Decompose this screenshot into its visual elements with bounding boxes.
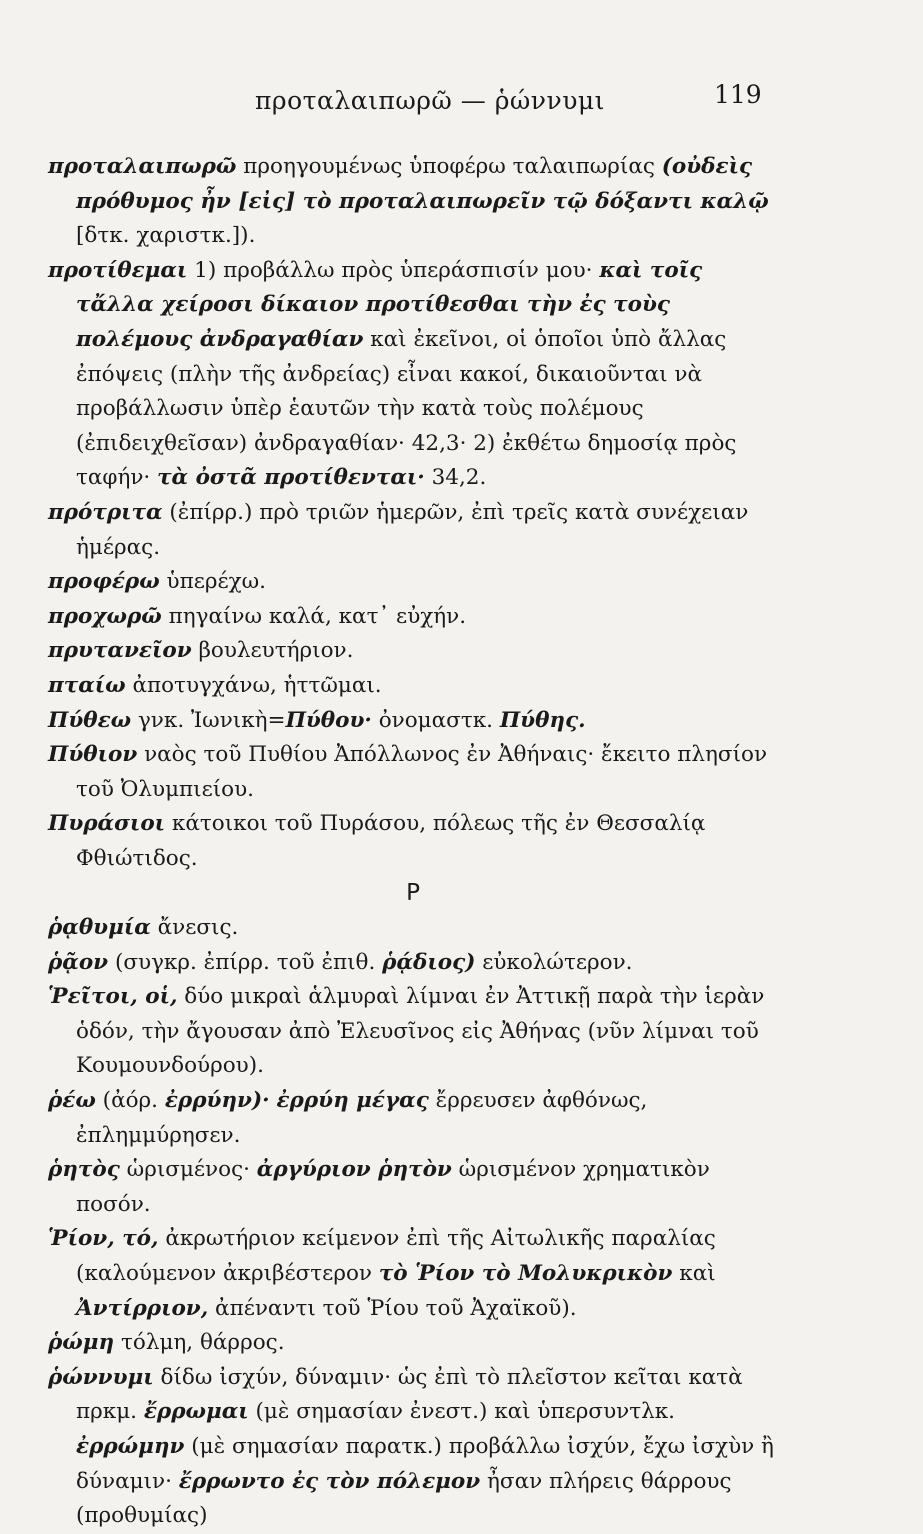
entry-headword: ῥᾳθυμία [48,915,151,941]
entry-definition: βουλευτήριον. [191,638,354,664]
entry-quote: (οὐδεὶς πρόθυμος ἦν [εἰς] τὸ προταλαιπωρεῖν τῷ δόξαντι καλῷ [76,154,769,214]
dictionary-entry [48,150,778,254]
entry-quote: ἔρρωμαι [143,1399,249,1425]
entry-definition: προηγουμένως ὑποφέρω ταλαιπωρίας [236,154,662,179]
entry-definition: 34,2. [424,465,487,491]
dictionary-entry [48,254,778,496]
running-head [0,80,923,126]
entry-quote: ῥᾴδιος) [382,949,476,975]
entry-definition: δίδω ἰσχύν, δύναμιν· ὡς ἐπὶ τὸ πλεῖστον κεῖται κατὰ πρκμ. [76,1364,743,1425]
entry-headword: προφέρω [48,569,160,595]
dictionary-entry [48,565,778,600]
dictionary-entry [48,669,778,704]
entry-quote: τὰ ὀστᾶ προτίθενται· [157,465,425,491]
entry-quote: Πύθης. [499,707,586,733]
dictionary-entry [48,634,778,669]
entries-rho [48,911,778,1534]
entry-definition: τόλμη, θάρρος. [114,1330,285,1356]
entry-definition: ἀκρωτήριον κείμενον ἐπὶ τῆς Αἰτωλικῆς παραλίας (καλούμενον ἀκριβέστερον [76,1226,716,1286]
entry-definition: κάτοικοι τοῦ Πυράσου, πόλεως τῆς ἐν Θεσσαλίᾳ Φθιώτιδος. [76,811,706,871]
entry-definition: καὶ ἐκεῖνοι, οἱ ὁποῖοι ὑπὸ ἄλλας ἐπόψεις (πλὴν τῆς ἀνδρείας) εἶναι κακοί, δικαιοῦνται νὰ προβάλλωσιν ὑπὲρ ἑαυτῶν τὴν κατὰ τοὺς πολέμους (ἐπιδειχθεῖσαν) ἀνδραγαθίαν· 42,3· 2) ἐκθέτω δημοσίᾳ πρὸς ταφήν· [76,326,737,491]
entry-definition: εὐκολώτερον. [475,949,633,975]
entry-headword: ῥώννυμι [48,1364,154,1390]
entry-headword: Πύθεω [48,707,132,733]
entry-headword: ῥητὸς [48,1157,120,1183]
entry-headword: Πύθιον [48,742,138,768]
entry-quote: τὸ Ῥίον τὸ Μολυκρικὸν [378,1261,673,1286]
entry-quote: ἐρρύην)· [164,1088,270,1114]
entry-headword: προχωρῶ [48,603,162,629]
entry-definition: ἦσαν πλήρεις θάρρους (προθυμίας) [76,1468,732,1529]
dictionary-entry [48,704,778,739]
entry-definition: πηγαίνω καλά, κατ᾽ εὐχήν. [161,603,467,629]
section-letter: Ρ [406,880,420,907]
dictionary-entry [48,1222,778,1326]
entry-headword: ῥᾷον [48,949,109,975]
entry-definition: 1) προβάλλω πρὸς ὑπεράσπισίν μου· [187,257,600,283]
entry-definition: ἀπέναντι τοῦ Ῥίου τοῦ Ἀχαϊκοῦ). [208,1295,577,1321]
page-number: 119 [714,80,762,109]
entry-definition: ἄνεσις. [150,915,239,941]
entry-quote: ἐρρύη μέγας [276,1088,429,1114]
entry-definition: ἔρρευσεν ἀφθόνως, ἐπλημμύρησεν. [76,1088,648,1148]
entry-quote: ἐρρώμην [76,1433,185,1459]
entry-definition: (ἐπίρρ.) πρὸ τριῶν ἡμερῶν, ἐπὶ τρεῖς κατὰ συνέχειαν ἡμέρας. [76,499,749,560]
entry-quote: ἔρρωντο ἐς τὸν πόλεμον [178,1468,481,1494]
dictionary-entry [48,946,778,981]
entry-definition: (μὲ σημασίαν παρατκ.) προβάλλω ἰσχύν, ἔχω ἰσχὺν ἢ δύναμιν· [76,1433,774,1494]
entry-definition: ὡρισμένον χρηματικὸν ποσόν. [76,1157,710,1217]
entry-definition: καὶ [672,1261,716,1286]
entry-headword: ῥέω [48,1088,96,1114]
dictionary-entry [48,600,778,635]
entry-quote: Ἀντίρριον, [76,1295,209,1321]
entry-definition: ναὸς τοῦ Πυθίου Ἀπόλλωνος ἐν Ἀθήναις· ἔκειτο πλησίον τοῦ Ὀλυμπιείου. [76,742,768,802]
entry-definition: ὀνομαστκ. [371,707,500,733]
dictionary-entry [48,1084,778,1153]
dictionary-entry [48,738,778,807]
entry-headword: προτίθεμαι [48,257,188,283]
entry-definition: (μὲ σημασίαν ἐνεστ.) καὶ ὑπερσυντλκ. [248,1399,676,1425]
entry-headword: ῥώμη [48,1330,115,1356]
dictionary-entry [48,911,778,946]
dictionary-body [48,150,778,1534]
entry-definition: (ἀόρ. [95,1088,165,1114]
entry-definition: ἀποτυγχάνω, ἡττῶμαι. [125,672,382,698]
dictionary-entry [48,1326,778,1361]
dictionary-entry [48,1153,778,1222]
entry-headword: Πυράσιοι [48,811,166,837]
entry-headword: Ῥεῖτοι, οἱ, [48,984,178,1010]
entry-headword: πταίω [48,672,126,698]
entry-headword: πρυτανεῖον [48,638,192,664]
entry-headword: Ῥίον, τό, [48,1226,159,1252]
entry-quote: Πύθου· [285,707,372,733]
entry-definition: (συγκρ. ἐπίρρ. τοῦ ἐπιθ. [108,949,383,975]
entry-definition: ὡρισμένος· [119,1157,257,1183]
dictionary-entry [48,980,778,1084]
entry-headword: προταλαιπωρῶ [48,154,237,179]
entry-definition: [δτκ. χαριστκ.]). [76,223,256,249]
running-title: προταλαιπωρῶ — ῥώννυμι [255,86,605,115]
entry-definition: ὑπερέχω. [159,569,267,595]
entry-definition: δύο μικραὶ ἁλμυραὶ λίμναι ἐν Ἀττικῇ παρὰ τὴν ἱερὰν ὁδόν, τὴν ἄγουσαν ἀπὸ Ἐλευσῖνος εἰς Ἀθήνας (νῦν λίμναι τοῦ Κουμουνδούρου). [76,984,765,1079]
entries-pi [48,150,778,876]
entry-headword: πρότριτα [48,499,163,525]
entry-definition: γνκ. Ἰωνικὴ= [131,707,286,733]
dictionary-entry [48,496,778,565]
entry-quote: καὶ τοῖς τἄλλα χείροσι δίκαιον προτίθεσθαι τὴν ἐς τοὺς πολέμους ἀνδραγαθίαν [76,257,703,352]
dictionary-entry [48,1361,778,1534]
entry-quote: ἀργύριον ῥητὸν [256,1157,452,1183]
dictionary-entry [48,807,778,876]
